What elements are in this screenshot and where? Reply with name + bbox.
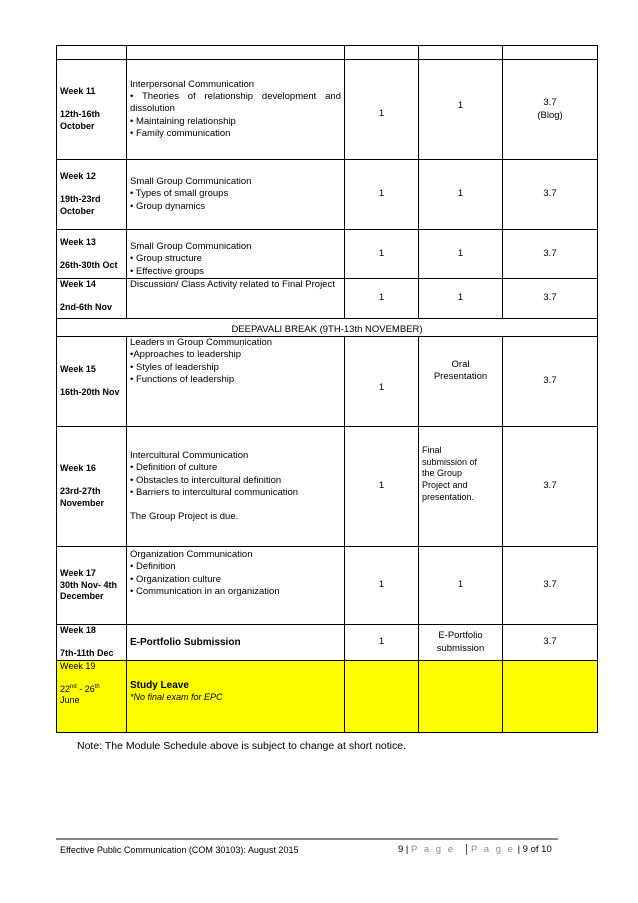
cell-col3: 1 bbox=[345, 625, 419, 661]
topic-cell: Small Group Communication • Group structure • Effective groups bbox=[127, 230, 345, 279]
topic-cell: Organization Communication • Definition • Organization culture • Communication in an organization bbox=[127, 547, 345, 625]
table-header-row bbox=[57, 46, 598, 60]
week-cell: Week 12 19th-23rd October bbox=[57, 160, 127, 230]
cell-col3: 1 bbox=[345, 230, 419, 279]
week-cell: Week 11 12th-16th October bbox=[57, 60, 127, 160]
table-row bbox=[57, 427, 598, 547]
cell-col4: 1 bbox=[419, 230, 503, 279]
topic-cell: E-Portfolio Submission bbox=[127, 625, 345, 661]
deepavali-break-label: DEEPAVALI BREAK (9TH-13th NOVEMBER) bbox=[57, 319, 598, 337]
schedule-note: Note: The Module Schedule above is subject to change at short notice. bbox=[77, 740, 407, 752]
footer-page-of: P a g e | 9 of 10 bbox=[466, 844, 552, 855]
cell-col4: 1 bbox=[419, 60, 503, 160]
cell-col3: 1 bbox=[345, 160, 419, 230]
topic-cell: Study Leave *No final exam for EPC bbox=[127, 661, 345, 733]
week-cell: Week 17 30th Nov- 4th December bbox=[57, 547, 127, 625]
week-cell: Week 19 22nd - 26th June bbox=[57, 661, 127, 733]
topic-cell: Discussion/ Class Activity related to Final Project bbox=[127, 279, 345, 319]
break-row bbox=[57, 319, 598, 337]
week-cell: Week 13 26th-30th Oct bbox=[57, 230, 127, 279]
cell-col5: 3.7 bbox=[503, 427, 598, 547]
cell-col5: 3.7 bbox=[503, 279, 598, 319]
table-row bbox=[57, 547, 598, 625]
cell-col4: E-Portfolio submission bbox=[419, 625, 503, 661]
table-row bbox=[57, 279, 598, 319]
cell-col4: 1 bbox=[419, 279, 503, 319]
table-row bbox=[57, 625, 598, 661]
week-cell: Week 16 23rd-27th November bbox=[57, 427, 127, 547]
topic-cell: Intercultural Communication • Definition of culture • Obstacles to intercultural definition • Barriers to intercultural communication The Group Project is due. bbox=[127, 427, 345, 547]
week-cell: Week 15 16th-20th Nov bbox=[57, 337, 127, 427]
footer-page-number: 9 | P a g e bbox=[398, 844, 455, 855]
cell-col5: 3.7 bbox=[503, 160, 598, 230]
cell-col5: 3.7 bbox=[503, 230, 598, 279]
week-cell: Week 18 7th-11th Dec bbox=[57, 625, 127, 661]
cell-col4: Oral Presentation bbox=[419, 337, 503, 427]
week-cell: Week 14 2nd-6th Nov bbox=[57, 279, 127, 319]
topic-cell: Interpersonal Communication • Theories of relationship development and dissolution • Maintaining relationship • Family communication bbox=[127, 60, 345, 160]
table-row-highlighted bbox=[57, 661, 598, 733]
cell-col3: 1 bbox=[345, 547, 419, 625]
cell-col5: 3.7 bbox=[503, 337, 598, 427]
cell-col4: 1 bbox=[419, 160, 503, 230]
cell-col5: 3.7 bbox=[503, 625, 598, 661]
table-row bbox=[57, 160, 598, 230]
cell-col5: 3.7 bbox=[503, 547, 598, 625]
footer-course-title: Effective Public Communication (COM 30103): August 2015 bbox=[60, 845, 299, 855]
topic-cell: Leaders in Group Communication •Approaches to leadership • Styles of leadership • Functions of leadership bbox=[127, 337, 345, 427]
cell-col3: 1 bbox=[345, 427, 419, 547]
topic-cell: Small Group Communication • Types of small groups • Group dynamics bbox=[127, 160, 345, 230]
cell-col3: 1 bbox=[345, 279, 419, 319]
footer-divider bbox=[56, 838, 558, 840]
table-row bbox=[57, 60, 598, 160]
table-row bbox=[57, 337, 598, 427]
cell-col4: 1 bbox=[419, 547, 503, 625]
cell-col3: 1 bbox=[345, 60, 419, 160]
cell-col5: 3.7 (Blog) bbox=[503, 60, 598, 160]
table-row bbox=[57, 230, 598, 279]
schedule-table bbox=[56, 45, 598, 733]
cell-col3: 1 bbox=[345, 337, 419, 427]
cell-col4: Final submission of the Group Project and presentation. bbox=[419, 427, 503, 547]
